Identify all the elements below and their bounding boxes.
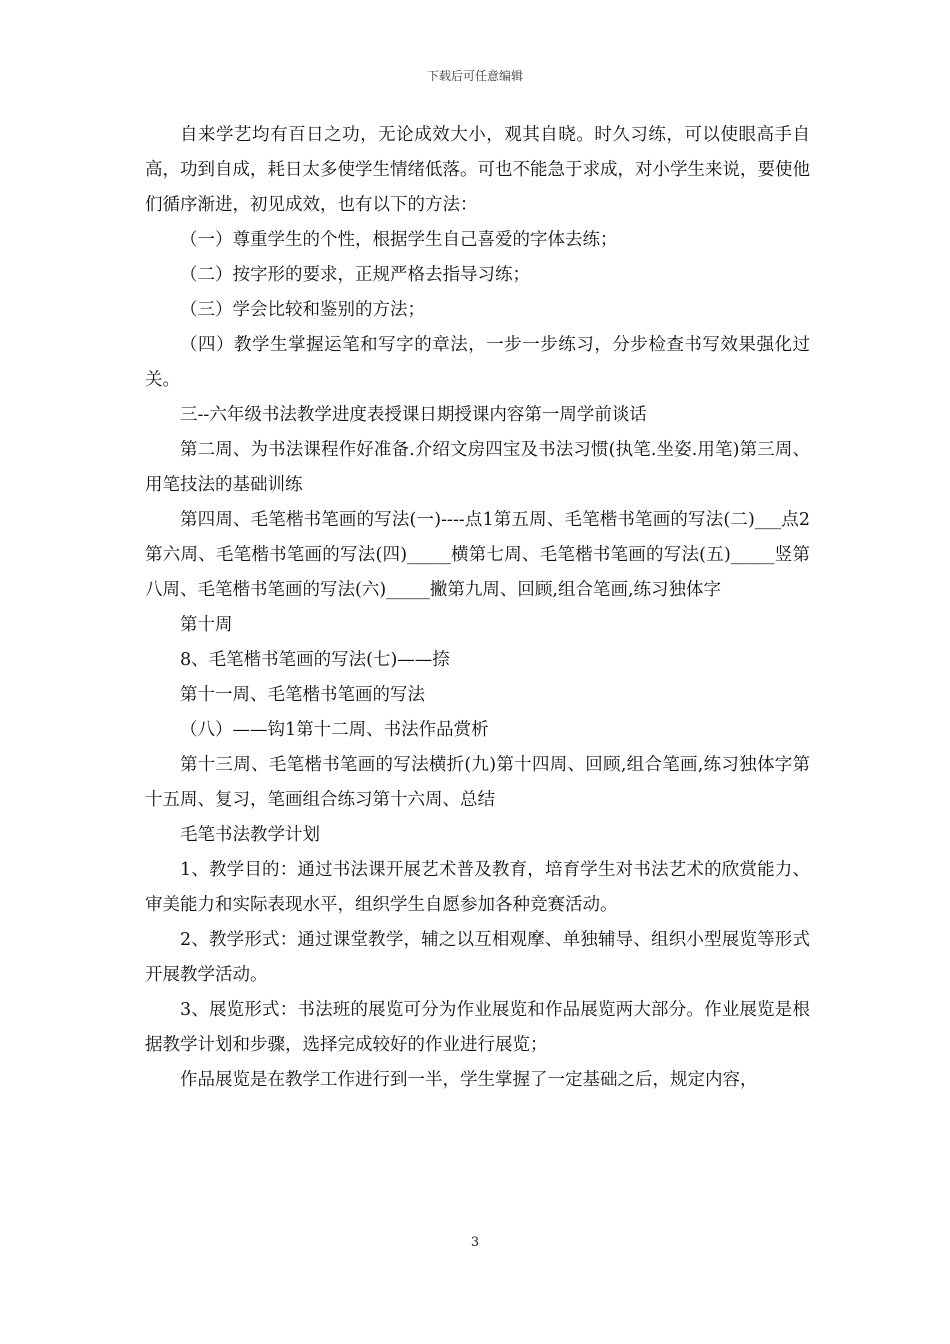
paragraph: 第十一周、毛笔楷书笔画的写法: [180, 685, 425, 705]
paragraph: 作品展览是在教学工作进行到一半，学生掌握了一定基础之后，规定内容，: [180, 1070, 758, 1090]
paragraph: 1、教学目的：通过书法课开展艺术普及教育，培育学生对书法艺术的欣赏能力、审美能力和实际表现水平，组织学生自愿参加各种竞赛活动。: [145, 860, 810, 915]
paragraph: 2、教学形式：通过课堂教学，辅之以互相观摩、单独辅导、组织小型展览等形式开展教学活动。: [145, 930, 810, 985]
paragraph: 3、展览形式：书法班的展览可分为作业展览和作品展览两大部分。作业展览是根据教学计划和步骤，选择完成较好的作业进行展览；: [145, 1000, 810, 1055]
paragraph: 三--六年级书法教学进度表授课日期授课内容第一周学前谈话: [180, 405, 647, 425]
paragraph: 第十三周、毛笔楷书笔画的写法横折(九)第十四周、回顾,组合笔画,练习独体字第十五周、复习，笔画组合练习第十六周、总结: [145, 755, 810, 810]
paragraph: （二）按字形的要求，正规严格去指导习练；: [180, 265, 530, 285]
paragraph: 第四周、毛笔楷书笔画的写法(一)----点1第五周、毛笔楷书笔画的写法(二)___点2第六周、毛笔楷书笔画的写法(四)_____横第七周、毛笔楷书笔画的写法(五)_____竖第八周、毛笔楷书笔画的写法(六)_____撇第九周、回顾,组合笔画,练习独体字: [145, 510, 810, 600]
paragraph: （三）学会比较和鉴别的方法；: [180, 300, 425, 320]
page-header: 下载后可任意编辑: [426, 69, 523, 83]
paragraph: （四）教学生掌握运笔和写字的章法，一步一步练习，分步检查书写效果强化过关。: [145, 335, 810, 390]
document-body: [145, 118, 810, 1098]
paragraph: 第二周、为书法课程作好准备.介绍文房四宝及书法习惯(执笔.坐姿.用笔)第三周、用笔技法的基础训练: [145, 440, 810, 495]
section-heading: 毛笔书法教学计划: [180, 825, 320, 845]
paragraph: （一）尊重学生的个性，根据学生自己喜爱的字体去练；: [180, 230, 618, 250]
paragraph: （八）——钩1第十二周、书法作品赏析: [180, 720, 489, 740]
paragraph: 8、毛笔楷书笔画的写法(七)——捺: [180, 650, 450, 670]
paragraph: 第十周: [180, 615, 233, 635]
paragraph: 自来学艺均有百日之功，无论成效大小，观其自晓。时久习练，可以使眼高手自高，功到自成，耗日太多使学生情绪低落。可也不能急于求成，对小学生来说，要使他们循序渐进，初见成效，也有以下的方法：: [145, 125, 810, 215]
page-number: 3: [470, 1235, 480, 1250]
